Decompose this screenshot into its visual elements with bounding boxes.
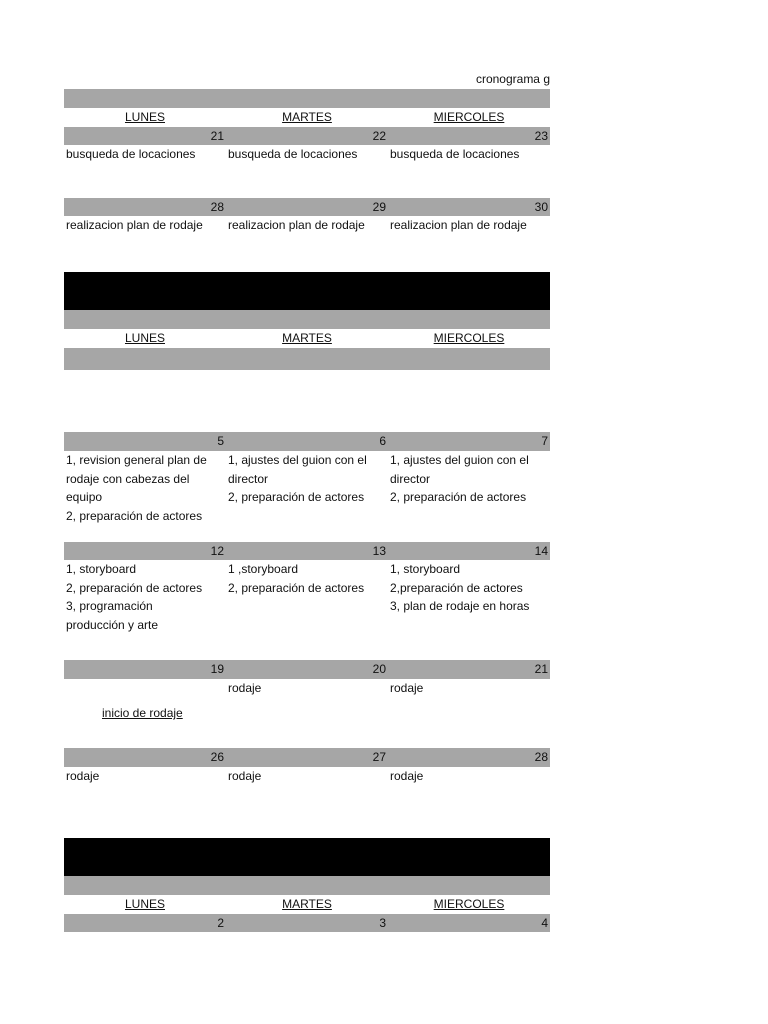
date-row — [64, 914, 550, 932]
date-cell: 19 — [210, 662, 224, 676]
date-cell: 6 — [379, 434, 386, 448]
date-cell: 12 — [210, 544, 224, 558]
day-header-tuesday: MARTES — [282, 110, 332, 124]
shooting-start-note: inicio de rodaje — [102, 706, 183, 720]
date-cell: 13 — [372, 544, 386, 558]
date-cell: 29 — [372, 200, 386, 214]
black-separator-row — [64, 272, 550, 310]
gray-separator-row — [64, 876, 550, 895]
spreadsheet-sheet — [64, 0, 550, 1024]
date-cell: 21 — [534, 662, 548, 676]
date-cell: 4 — [541, 916, 548, 930]
weekday-header-row — [64, 108, 550, 127]
task-cell: busqueda de locaciones — [390, 147, 520, 161]
day-header-tuesday: MARTES — [282, 331, 332, 345]
day-header-tuesday: MARTES — [282, 897, 332, 911]
task-cell: realizacion plan de rodaje — [66, 218, 203, 232]
day-header-wednesday: MIERCOLES — [433, 331, 505, 345]
date-cell: 2 — [217, 916, 224, 930]
task-cell: 1, revision general plan de rodaje con cabezas del equipo 2, preparación de actores — [66, 453, 207, 523]
date-cell: 30 — [534, 200, 548, 214]
date-row — [64, 127, 550, 145]
gray-separator-row — [64, 348, 550, 370]
task-cell: 1, storyboard 2,preparación de actores 3, plan de rodaje en horas — [390, 562, 530, 613]
date-row — [64, 198, 550, 216]
task-row — [64, 216, 550, 254]
date-cell: 28 — [534, 750, 548, 764]
date-row — [64, 748, 550, 767]
date-cell: 7 — [541, 434, 548, 448]
date-cell: 28 — [210, 200, 224, 214]
task-cell: rodaje — [66, 769, 100, 783]
task-row — [64, 560, 550, 660]
task-cell: realizacion plan de rodaje — [228, 218, 365, 232]
day-header-wednesday: MIERCOLES — [433, 897, 505, 911]
gray-separator-row — [64, 89, 550, 108]
black-separator-row — [64, 838, 550, 876]
task-row — [64, 767, 550, 838]
day-header-monday: LUNES — [124, 331, 165, 345]
task-cell: busqueda de locaciones — [228, 147, 358, 161]
task-cell: rodaje — [390, 681, 424, 695]
task-cell: realizacion plan de rodaje — [390, 218, 527, 232]
date-cell: 27 — [372, 750, 386, 764]
task-row — [64, 145, 550, 198]
date-cell: 23 — [534, 129, 548, 143]
task-cell: 1 ,storyboard 2, preparación de actores — [228, 562, 365, 595]
date-cell: 26 — [210, 750, 224, 764]
task-cell: busqueda de locaciones — [66, 147, 196, 161]
task-cell: 1, ajustes del guion con el director 2, preparación de actores — [228, 453, 367, 504]
task-cell: rodaje — [390, 769, 424, 783]
day-header-monday: LUNES — [124, 897, 165, 911]
date-cell: 20 — [372, 662, 386, 676]
task-cell — [64, 679, 226, 748]
task-cell: rodaje — [228, 769, 262, 783]
date-cell: 21 — [210, 129, 224, 143]
date-cell: 14 — [534, 544, 548, 558]
task-row — [64, 451, 550, 542]
day-header-monday: LUNES — [124, 110, 165, 124]
day-header-wednesday: MIERCOLES — [433, 110, 505, 124]
date-cell: 3 — [379, 916, 386, 930]
date-cell: 5 — [217, 434, 224, 448]
date-row — [64, 432, 550, 451]
weekday-header-row — [64, 329, 550, 348]
weekday-header-row — [64, 895, 550, 914]
date-cell: 22 — [372, 129, 386, 143]
date-row — [64, 542, 550, 560]
task-cell: 1, ajustes del guion con el director 2, preparación de actores — [390, 453, 529, 504]
date-row — [64, 660, 550, 679]
gray-separator-row — [64, 310, 550, 329]
schedule-title: cronograma g — [475, 72, 550, 86]
task-cell: rodaje — [228, 681, 262, 695]
task-row — [64, 679, 550, 748]
task-cell: 1, storyboard 2, preparación de actores 3, programación producción y arte — [66, 562, 203, 632]
